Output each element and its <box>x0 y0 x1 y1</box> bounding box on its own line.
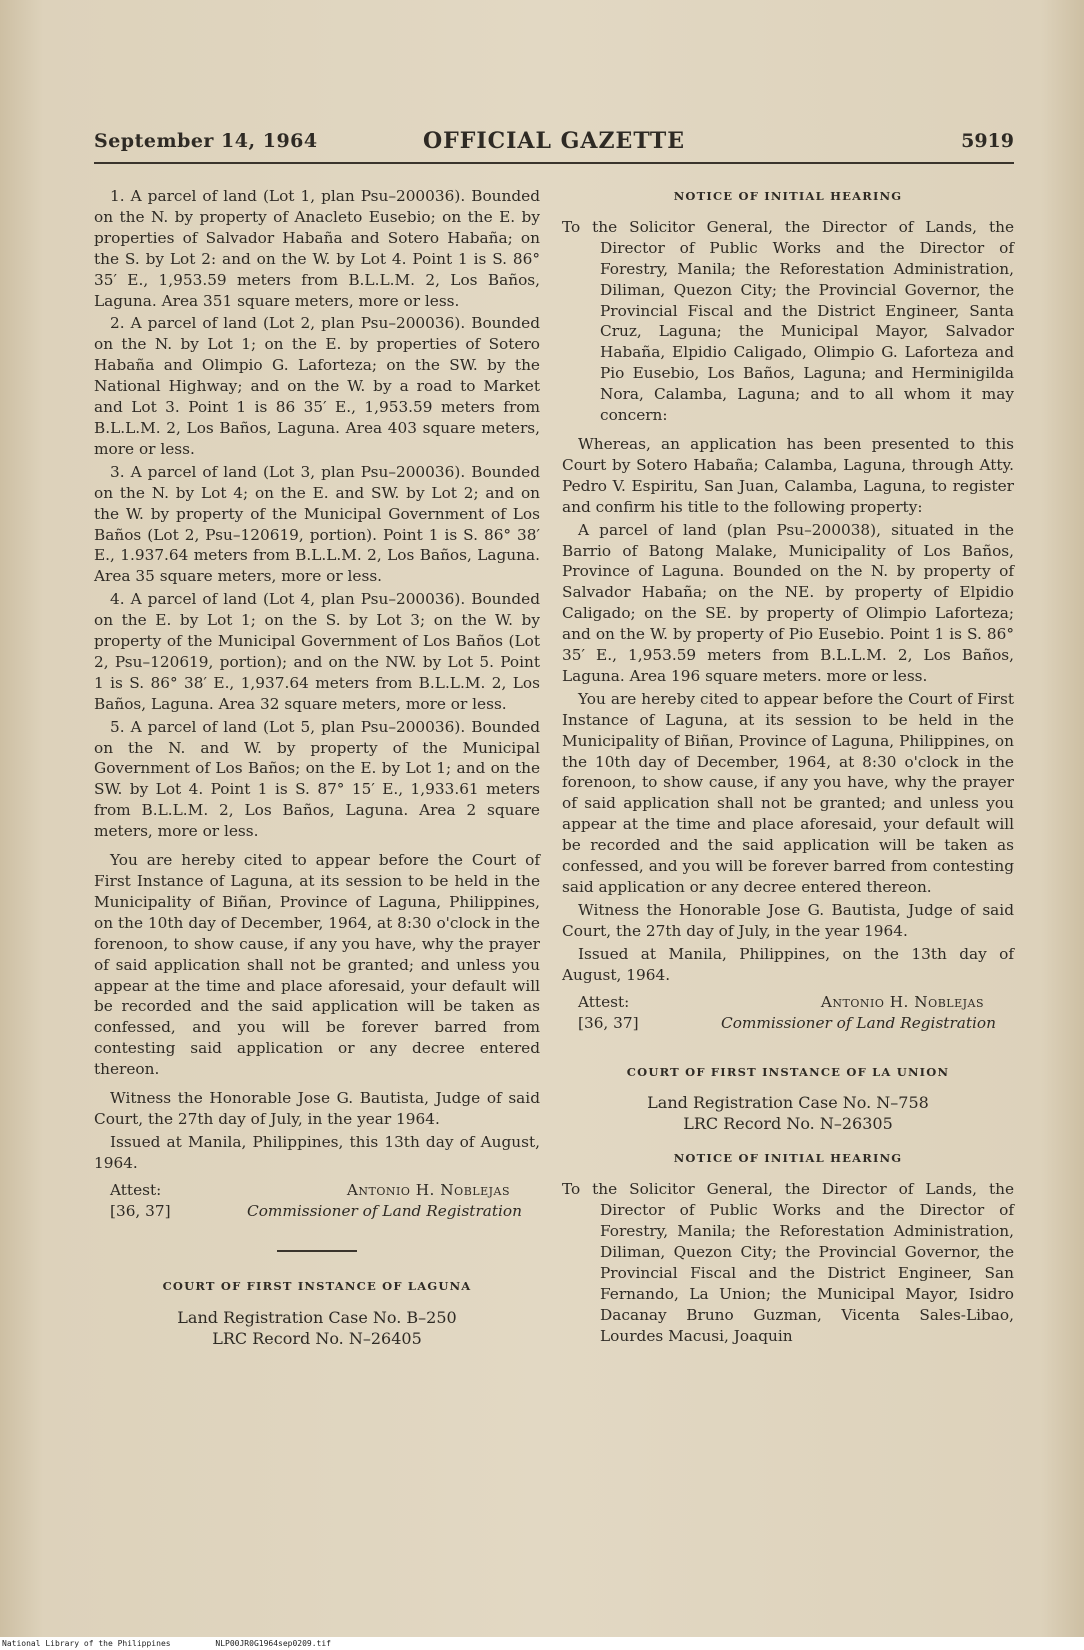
attest-label: Attest: <box>578 992 630 1011</box>
case-number: Land Registration Case No. B–250 <box>177 1307 457 1327</box>
header-rule <box>94 162 1014 164</box>
court-heading: COURT OF FIRST INSTANCE OF LAGUNA <box>162 1278 472 1293</box>
lot-3-paragraph: 3. A parcel of land (Lot 3, plan Psu–200036). Bounded on the N. by Lot 4; on the E. and SW. by Lot 2; and on the W. by property of the Municipal Government of Los Baños (Lot 2, Psu–120619, portion). Point 1 is S. 86° 38′ E., 1.937.64 meters from B.L.L.M. 2, Los Baños, Laguna. Area 35 square meters, more or less. <box>94 462 540 586</box>
page-header <box>94 128 1014 158</box>
attest-block <box>94 1180 540 1224</box>
issued-paragraph: Issued at Manila, Philippines, this 13th day of August, 1964. <box>94 1132 540 1172</box>
scan-filename: NLP00JR0G1964sep0209.tif <box>215 1639 331 1648</box>
scan-footer <box>0 1637 1084 1650</box>
record-number: LRC Record No. N–26305 <box>683 1114 893 1134</box>
notice-heading: NOTICE OF INITIAL HEARING <box>673 1151 903 1166</box>
page-number: 5919 <box>961 130 1014 152</box>
addressees-paragraph: To the Solicitor General, the Director of Lands, the Director of Public Works and the Director of Forestry, Manila; the Reforestation Administration, Diliman, Quezon City; the Provincial Governor, the Provincial Fiscal and the District Engineer, San Fernando, La Union; the Municipal Mayor, Isidro Dacanay Bruno Guzman, Vicenta Sales-Libao, Lourdes Macusi, Joaquin <box>562 1180 1014 1345</box>
library-credit: National Library of the Philippines <box>2 1639 171 1648</box>
citation-paragraph: You are hereby cited to appear before the Court of First Instance of Laguna, at its session to be held in the Municipality of Biñan, Province of Laguna, Philippines, on the 10th day of December, 1964, at 8:30 o'clock in the forenoon, to show cause, if any you have, why the prayer of said application shall not be granted; and unless you appear at the time and place aforesaid, your default will be recorded and the said application will be taken as confessed, and you will be forever barred from contesting said application or any decree entered thereon. <box>562 689 1014 896</box>
record-number: LRC Record No. N–26405 <box>212 1328 422 1348</box>
court-heading: COURT OF FIRST INSTANCE OF LA UNION <box>626 1064 950 1079</box>
lot-2-paragraph: 2. A parcel of land (Lot 2, plan Psu–200036). Bounded on the N. by Lot 1; on the E. by properties of Sotero Habaña and Olimpio G. Laforteza; on the SW. by the National Highway; and on the W. by a road to Market and Lot 3. Point 1 is 86 35′ E., 1,953.59 meters from B.L.L.M. 2, Los Baños, Laguna. Area 403 square meters, more or less. <box>94 314 540 458</box>
case-number: Land Registration Case No. N–758 <box>647 1093 929 1113</box>
attest-block <box>562 992 1014 1036</box>
left-column <box>94 186 540 1349</box>
lot-5-paragraph: 5. A parcel of land (Lot 5, plan Psu–200036). Bounded on the N. and W. by property of the Municipal Government of Los Baños; on the E. by Lot 1; and on the SW. by Lot 4. Point 1 is S. 87° 15′ E., 1,933.61 meters from B.L.L.M. 2, Los Baños, Laguna. Area 2 square meters, more or less. <box>94 717 540 841</box>
lot-1-paragraph: 1. A parcel of land (Lot 1, plan Psu–200036). Bounded on the N. by property of Anacleto Eusebio; on the E. by properties of Salvador Habaña and Sotero Habaña; on the S. by Lot 2: and on the W. by Lot 4. Point 1 is S. 86° 35′ E., 1,953.59 meters from B.L.L.M. 2, Los Baños, Laguna. Area 351 square meters, more or less. <box>94 187 540 310</box>
citation-paragraph: You are hereby cited to appear before the Court of First Instance of Laguna, at its session to be held in the Municipality of Biñan, Province of Laguna, Philippines, on the 10th day of December, 1964, at 8:30 o'clock in the forenoon, to show cause, if any you have, why the prayer of said application shall not be granted; and unless you appear at the time and place aforesaid, your default will be recorded and the said application will be taken as confessed, and you will be forever barred from contesting said application or any decree entered thereon. <box>94 851 540 1079</box>
lot-4-paragraph: 4. A parcel of land (Lot 4, plan Psu–200036). Bounded on the E. by Lot 1; on the S. by Lot 3; on the W. by property of the Municipal Government of Los Baños (Lot 2, Psu–120619, portion); and on the NW. by Lot 5. Point 1 is S. 86° 38′ E., 1,937.64 meters from B.L.L.M. 2, Los Baños, Laguna. Area 32 square meters, more or less. <box>94 590 540 713</box>
section-divider <box>277 1250 357 1252</box>
reference-number: [36, 37] <box>578 1013 639 1032</box>
witness-paragraph: Witness the Honorable Jose G. Bautista, Judge of said Court, the 27th day of July, in the year 1964. <box>94 1089 540 1128</box>
notice-heading: NOTICE OF INITIAL HEARING <box>673 189 903 203</box>
issue-date: September 14, 1964 <box>94 130 318 152</box>
signer-name: Antonio H. Noblejas <box>346 1180 510 1199</box>
signer-title: Commissioner of Land Registration <box>720 1013 996 1032</box>
signer-title: Commissioner of Land Registration <box>246 1201 522 1220</box>
witness-paragraph: Witness the Honorable Jose G. Bautista, Judge of said Court, the 27th day of July, in the year 1964. <box>562 900 1014 940</box>
signer-name: Antonio H. Noblejas <box>820 992 984 1011</box>
attest-label: Attest: <box>110 1180 162 1199</box>
whereas-paragraph: Whereas, an application has been presented to this Court by Sotero Habaña; Calamba, Laguna, through Atty. Pedro V. Espiritu, San Juan, Calamba, Laguna, to register and confirm his title to the following property: <box>562 434 1014 516</box>
right-column <box>562 186 1014 1355</box>
property-paragraph: A parcel of land (plan Psu–200038), situated in the Barrio of Batong Malake, Municipality of Los Baños, Province of Laguna. Bounded on the N. by property of Salvador Habaña; on the NE. by property of Elpidio Caligado; on the SE. by property of Olimpio Laforteza; and on the W. by property of Pio Eusebio. Point 1 is S. 86° 35′ E., 1,953.59 meters from B.L.L.M. 2, Los Baños, Laguna. Area 196 square meters. more or less. <box>562 520 1014 685</box>
reference-number: [36, 37] <box>110 1201 171 1220</box>
addressees-paragraph: To the Solicitor General, the Director of Lands, the Director of Public Works and the Director of Forestry, Manila; the Reforestation Administration, Diliman, Quezon City; the Provincial Governor, the Provincial Fiscal and the District Engineer, Santa Cruz, Laguna; the Municipal Mayor, Salvador Habaña, Elpidio Caligado, Olimpio G. Laforteza and Pio Eusebio, Los Baños, Laguna; and Herminigilda Nora, Calamba, Laguna; and to all whom it may concern: <box>562 217 1014 425</box>
publication-title: OFFICIAL GAZETTE <box>422 128 686 154</box>
issued-paragraph: Issued at Manila, Philippines, on the 13th day of August, 1964. <box>562 944 1014 984</box>
